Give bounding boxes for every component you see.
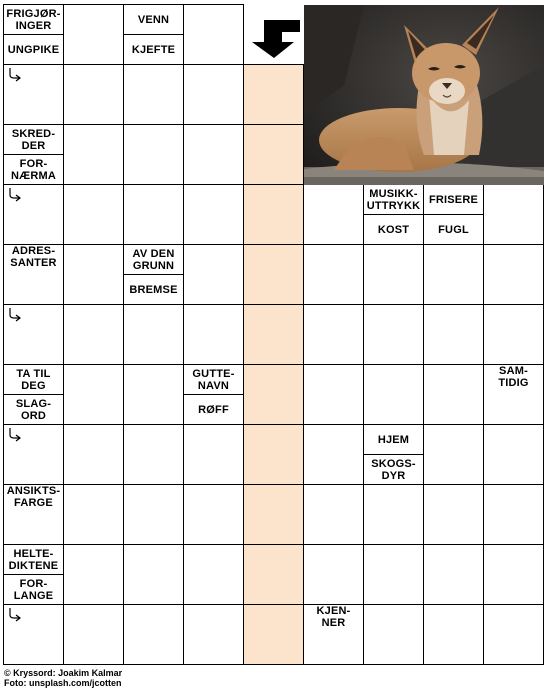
clue-text: FOR- LANGE (4, 574, 63, 604)
answer-cell[interactable] (63, 484, 124, 545)
answer-cell[interactable] (63, 124, 124, 185)
answer-cell[interactable] (63, 304, 124, 365)
answer-cell[interactable] (303, 544, 364, 605)
clue-cell-c2 (123, 4, 184, 65)
answer-cell[interactable] (183, 244, 244, 305)
answer-cell[interactable] (3, 184, 64, 245)
answer-cell-highlighted[interactable] (243, 604, 304, 665)
answer-cell[interactable] (423, 604, 484, 665)
answer-cell-highlighted[interactable] (243, 484, 304, 545)
answer-cell-highlighted[interactable] (243, 364, 304, 425)
clue-text: FUGL (424, 214, 483, 244)
answer-cell[interactable] (183, 604, 244, 665)
answer-cell[interactable] (3, 604, 64, 665)
clue-cell-c8 (3, 364, 64, 425)
answer-cell[interactable] (123, 184, 184, 245)
clue-text: FOR- NÆRMA (4, 154, 63, 184)
answer-cell[interactable] (3, 64, 64, 125)
clue-text: VENN (124, 5, 183, 34)
answer-cell[interactable] (123, 124, 184, 185)
answer-cell[interactable] (123, 604, 184, 665)
answer-cell[interactable] (483, 304, 544, 365)
answer-cell[interactable] (363, 484, 424, 545)
clue-text: UNGPIKE (4, 34, 63, 64)
caracal-photo (304, 5, 544, 185)
clue-cell-c13 (3, 544, 64, 605)
clue-text: MUSIKK- UTTRYKK (364, 185, 423, 214)
clue-cell-c14 (303, 604, 364, 665)
answer-cell[interactable] (183, 4, 244, 65)
clue-text: BREMSE (124, 274, 183, 304)
answer-cell[interactable] (183, 184, 244, 245)
answer-cell[interactable] (483, 184, 544, 245)
clue-text: GUTTE- NAVN (192, 367, 235, 392)
answer-cell[interactable] (423, 244, 484, 305)
answer-cell[interactable] (123, 544, 184, 605)
answer-cell[interactable] (483, 424, 544, 485)
answer-cell[interactable] (183, 424, 244, 485)
answer-cell[interactable] (183, 544, 244, 605)
clue-text: RØFF (184, 394, 243, 424)
answer-cell[interactable] (303, 424, 364, 485)
clue-cell-c1 (3, 4, 64, 65)
answer-cell[interactable] (303, 364, 364, 425)
clue-text: ADRES- SANTER (10, 245, 57, 269)
answer-cell[interactable] (63, 364, 124, 425)
answer-cell[interactable] (123, 424, 184, 485)
credits (4, 668, 122, 688)
clue-text: FRIGJØR- INGER (4, 5, 63, 34)
clue-text: HELTE- DIKTENE (8, 547, 59, 572)
answer-cell[interactable] (63, 604, 124, 665)
clue-text: KJEFTE (124, 34, 183, 64)
answer-cell[interactable] (303, 304, 364, 365)
answer-cell[interactable] (363, 244, 424, 305)
clue-text: AV DEN GRUNN (132, 247, 175, 272)
answer-cell[interactable] (423, 364, 484, 425)
answer-cell[interactable] (303, 484, 364, 545)
clue-text: SKOGS- DYR (364, 454, 423, 484)
clue-cell-c7 (123, 244, 184, 305)
answer-cell[interactable] (423, 544, 484, 605)
clue-text: KOST (364, 214, 423, 244)
answer-cell[interactable] (63, 4, 124, 65)
answer-cell-highlighted[interactable] (243, 184, 304, 245)
answer-cell[interactable] (363, 304, 424, 365)
big-turn-down-arrow-icon (250, 12, 302, 58)
answer-cell[interactable] (63, 64, 124, 125)
answer-cell[interactable] (3, 304, 64, 365)
answer-cell[interactable] (63, 424, 124, 485)
answer-cell-highlighted[interactable] (243, 304, 304, 365)
clue-text: FRISERE (424, 185, 483, 214)
clue-cell-c10 (483, 364, 544, 425)
answer-cell[interactable] (483, 544, 544, 605)
clue-cell-c9 (183, 364, 244, 425)
clue-text: ANSIKTS- FARGE (6, 485, 61, 509)
answer-cell-highlighted[interactable] (243, 544, 304, 605)
credit-photo: Foto: unsplash.com/jcotten (4, 678, 122, 688)
answer-cell[interactable] (63, 244, 124, 305)
answer-cell[interactable] (363, 364, 424, 425)
clue-cell-c6 (3, 244, 64, 305)
answer-cell[interactable] (303, 184, 364, 245)
answer-cell[interactable] (63, 184, 124, 245)
answer-cell[interactable] (123, 304, 184, 365)
clue-text: HJEM (377, 433, 410, 446)
answer-cell-highlighted[interactable] (243, 124, 304, 185)
clue-cell-c4 (363, 184, 424, 245)
answer-cell[interactable] (483, 604, 544, 665)
clue-cell-c11 (363, 424, 424, 485)
answer-cell[interactable] (183, 124, 244, 185)
clue-text: SAM- TIDIG (498, 365, 529, 389)
answer-cell[interactable] (363, 544, 424, 605)
answer-cell[interactable] (483, 484, 544, 545)
answer-cell[interactable] (183, 484, 244, 545)
clue-cell-c3 (3, 124, 64, 185)
clue-text: TA TIL DEG (16, 367, 51, 392)
answer-cell[interactable] (303, 244, 364, 305)
answer-cell[interactable] (183, 304, 244, 365)
answer-cell-highlighted[interactable] (243, 64, 304, 125)
answer-cell[interactable] (63, 544, 124, 605)
credit-crossword: © Kryssord: Joakim Kalmar (4, 668, 123, 678)
answer-cell[interactable] (363, 604, 424, 665)
answer-cell[interactable] (123, 484, 184, 545)
answer-cell[interactable] (483, 244, 544, 305)
clue-text: SKRED- DER (11, 127, 56, 152)
clue-text: KJEN- NER (316, 605, 351, 629)
answer-cell[interactable] (183, 64, 244, 125)
clue-text: SLAG- ORD (4, 394, 63, 424)
answer-cell-highlighted[interactable] (243, 244, 304, 305)
answer-cell[interactable] (423, 424, 484, 485)
answer-cell[interactable] (423, 484, 484, 545)
clue-cell-c5 (423, 184, 484, 245)
answer-cell[interactable] (3, 424, 64, 485)
answer-cell[interactable] (123, 364, 184, 425)
answer-cell[interactable] (423, 304, 484, 365)
clue-cell-c12 (3, 484, 64, 545)
answer-cell-highlighted[interactable] (243, 424, 304, 485)
answer-cell[interactable] (123, 64, 184, 125)
